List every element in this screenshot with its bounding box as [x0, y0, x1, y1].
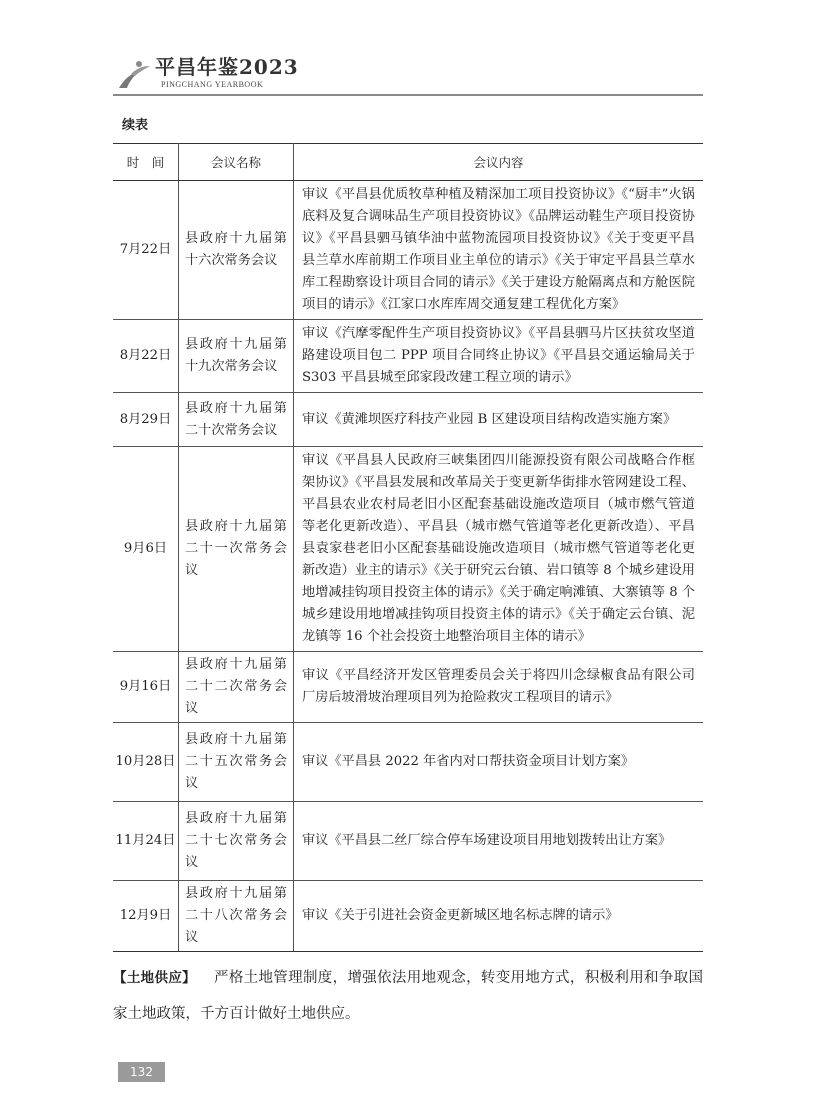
table-row: [113, 881, 703, 952]
continued-label: 续表: [122, 118, 149, 133]
meeting-name: 县政府十九届第二十八次常务会议: [179, 881, 294, 952]
meeting-content: 审议《平昌县 2022 年省内对口帮扶资金项目计划方案》: [294, 723, 704, 802]
meeting-content: 审议《汽摩零配件生产项目投资协议》《平昌县驷马片区扶贫攻坚道路建设项目包二 PPP 项目合同终止协议》《平昌县交通运输局关于 S303 平昌县城至邱家段改建工程立项的请示》: [294, 320, 704, 393]
meeting-name: 县政府十九届第二十五次常务会议: [179, 723, 294, 802]
table-row: [113, 723, 703, 802]
meeting-date: 8月22日: [113, 320, 179, 393]
meeting-date: 10月28日: [113, 723, 179, 802]
yearbook-logo-icon: [117, 60, 151, 90]
meeting-date: 9月6日: [113, 447, 179, 652]
yearbook-subtitle: PINGCHANG YEARBOOK: [161, 80, 264, 89]
meeting-date: 12月9日: [113, 881, 179, 952]
page-body: [113, 116, 703, 1082]
meeting-name: 县政府十九届第十六次常务会议: [179, 181, 294, 320]
meeting-content: 审议《黄滩坝医疗科技产业园 B 区建设项目结构改造实施方案》: [294, 393, 704, 447]
meeting-date: 8月29日: [113, 393, 179, 447]
table-row: [113, 652, 703, 723]
yearbook-logo-text: [155, 56, 299, 90]
page-number: 132: [118, 1062, 165, 1082]
column-header-content: 会议内容: [294, 144, 704, 181]
meeting-content: 审议《平昌经济开发区管理委员会关于将四川念绿椒食品有限公司厂房后坡滑坡治理项目列为抢险救灾工程项目的请示》: [294, 652, 704, 723]
meetings-table: [113, 143, 703, 952]
meeting-content: 审议《关于引进社会资金更新城区地名标志牌的请示》: [294, 881, 704, 952]
meeting-date: 11月24日: [113, 802, 179, 881]
meeting-content: 审议《平昌县人民政府三峡集团四川能源投资有限公司战略合作框架协议》《平昌县发展和改革局关于变更新华街排水管网建设工程、平昌县农业农村局老旧小区配套基础设施改造项目（城市燃气管道等老化更新改造）、平昌县（城市燃气管道等老化更新改造）、平昌县袁家巷老旧小区配套基础设施改造项目（城市燃气管道等老化更新改造）业主的请示》《关于研究云台镇、岩口镇等 8 个城乡建设用地增减挂钩项目投资主体的请示》《关于确定响滩镇、大寨镇等 8 个城乡建设用地增减挂钩项目投资主体的请示》《关于确定云台镇、泥龙镇等 16 个社会投资土地整治项目主体的请示》: [294, 447, 704, 652]
land-supply-paragraph: [113, 960, 703, 1032]
table-header-row: [113, 144, 703, 181]
table-row: [113, 802, 703, 881]
column-header-meeting-name: 会议名称: [179, 144, 294, 181]
table-row: [113, 393, 703, 447]
table-row: [113, 320, 703, 393]
table-row: [113, 447, 703, 652]
section-heading: 【土地供应】: [113, 970, 196, 986]
section-text: 严格土地管理制度，增强依法用地观念，转变用地方式，积极利用和争取国家土地政策，千方百计做好土地供应。: [113, 970, 704, 1022]
meeting-name: 县政府十九届第二十二次常务会议: [179, 652, 294, 723]
yearbook-title: 平昌年鉴2023: [155, 55, 299, 79]
meeting-name: 县政府十九届第二十一次常务会议: [179, 447, 294, 652]
meeting-name: 县政府十九届第二十七次常务会议: [179, 802, 294, 881]
meeting-date: 7月22日: [113, 181, 179, 320]
meeting-content: 审议《平昌县优质牧草种植及精深加工项目投资协议》《“厨丰”火锅底料及复合调味品生产项目投资协议》《品牌运动鞋生产项目投资协议》《平昌县驷马镇华油中蓝物流园项目投资协议》《关于变更平昌县兰草水库前期工作项目业主单位的请示》《关于审定平昌县兰草水库工程勘察设计项目合同的请示》《关于建设方舱隔离点和方舱医院项目的请示》《江家口水库库周交通复建工程优化方案》: [294, 181, 704, 320]
meeting-name: 县政府十九届第二十次常务会议: [179, 393, 294, 447]
column-header-date: 时 间: [113, 144, 179, 181]
meeting-date: 9月16日: [113, 652, 179, 723]
page-header: [113, 30, 703, 98]
meeting-content: 审议《平昌县二丝厂综合停车场建设项目用地划拨转出让方案》: [294, 802, 704, 881]
meeting-name: 县政府十九届第十九次常务会议: [179, 320, 294, 393]
header-rule: [113, 94, 703, 96]
table-row: [113, 181, 703, 320]
